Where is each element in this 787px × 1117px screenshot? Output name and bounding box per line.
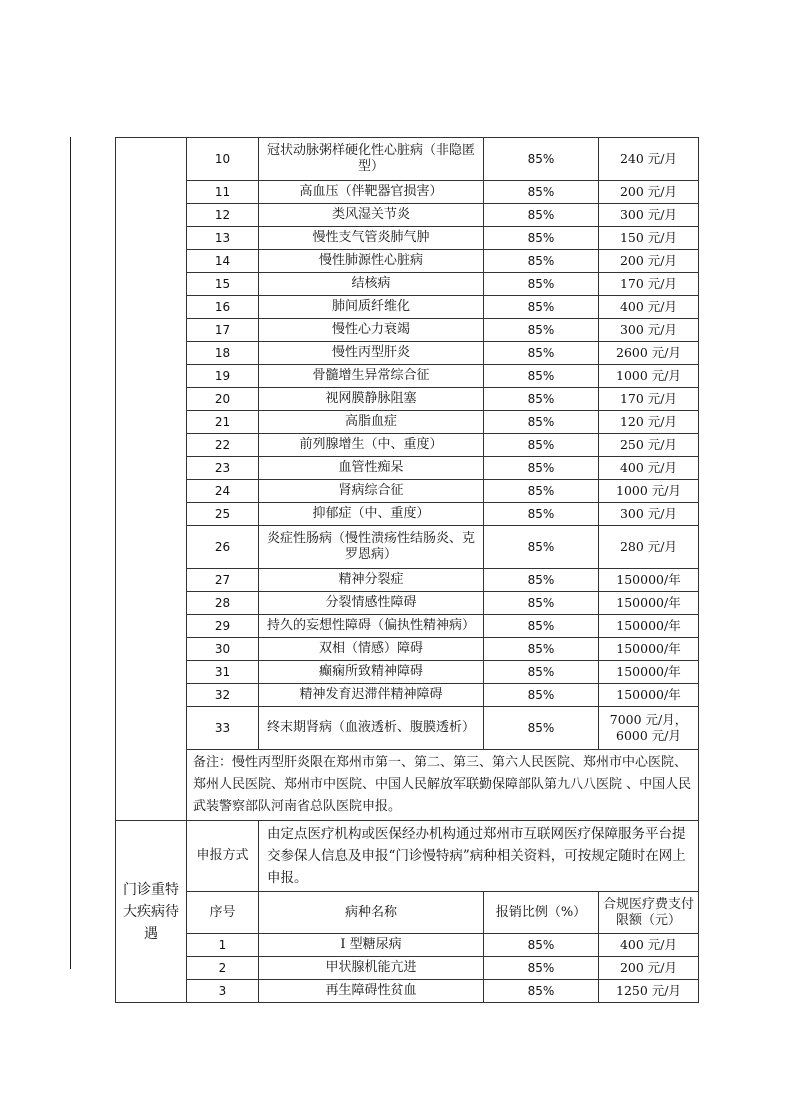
- disease-name: 分裂情感性障碍: [259, 592, 484, 615]
- disease-name: 慢性支气管炎肺气肿: [259, 227, 484, 250]
- payment-limit: 400 元/月: [599, 457, 699, 480]
- reimbursement-ratio: 85%: [484, 319, 599, 342]
- table-row: [116, 138, 699, 181]
- reimbursement-ratio: 85%: [484, 227, 599, 250]
- reimbursement-ratio: 85%: [484, 434, 599, 457]
- category-label: 门诊重特大疾病待遇: [116, 821, 187, 1003]
- row-number: 13: [187, 227, 259, 250]
- payment-limit: 120 元/月: [599, 411, 699, 434]
- disease-name: 慢性肺源性心脏病: [259, 250, 484, 273]
- row-number: 19: [187, 365, 259, 388]
- reimbursement-ratio: 85%: [484, 638, 599, 661]
- table-row: [116, 273, 699, 296]
- benefit-table: [115, 137, 699, 1003]
- payment-limit: 240 元/月: [599, 138, 699, 181]
- payment-limit: 150000/年: [599, 592, 699, 615]
- disease-name: 终末期肾病（血液透析、腹膜透析）: [259, 707, 484, 750]
- table-row: [116, 365, 699, 388]
- header-ratio: 报销比例（%）: [484, 892, 599, 934]
- payment-limit: 200 元/月: [599, 957, 699, 980]
- payment-limit: 250 元/月: [599, 434, 699, 457]
- reimbursement-ratio: 85%: [484, 957, 599, 980]
- disease-name: 血管性痴呆: [259, 457, 484, 480]
- table-row: [116, 638, 699, 661]
- row-number: 29: [187, 615, 259, 638]
- disease-name: 骨髓增生异常综合征: [259, 365, 484, 388]
- reimbursement-ratio: 85%: [484, 273, 599, 296]
- disease-name: 癫痫所致精神障碍: [259, 661, 484, 684]
- row-number: 11: [187, 181, 259, 204]
- method-label: 申报方式: [187, 821, 259, 892]
- header-no: 序号: [187, 892, 259, 934]
- table-row: [116, 934, 699, 957]
- payment-limit: 150000/年: [599, 569, 699, 592]
- note-text: 备注：慢性丙型肝炎限在郑州市第一、第二、第三、第六人民医院、郑州市中心医院、郑州人民医院、郑州市中医院、中国人民解放军联勤保障部队第九八八医院 、中国人民武装警察部队河南省总队医院申报。: [187, 750, 699, 821]
- row-number: 10: [187, 138, 259, 181]
- row-number: 2: [187, 957, 259, 980]
- disease-name: 持久的妄想性障碍（偏执性精神病）: [259, 615, 484, 638]
- reimbursement-ratio: 85%: [484, 707, 599, 750]
- table-row: [116, 957, 699, 980]
- reimbursement-ratio: 85%: [484, 342, 599, 365]
- row-number: 21: [187, 411, 259, 434]
- row-number: 31: [187, 661, 259, 684]
- payment-limit: 280 元/月: [599, 526, 699, 569]
- table-row: [116, 434, 699, 457]
- row-number: 23: [187, 457, 259, 480]
- payment-limit: 200 元/月: [599, 181, 699, 204]
- reimbursement-ratio: 85%: [484, 592, 599, 615]
- payment-limit: 150000/年: [599, 638, 699, 661]
- reimbursement-ratio: 85%: [484, 388, 599, 411]
- table-row: [116, 480, 699, 503]
- reimbursement-ratio: 85%: [484, 934, 599, 957]
- payment-limit: 1000 元/月: [599, 480, 699, 503]
- payment-limit: 200 元/月: [599, 250, 699, 273]
- row-number: 28: [187, 592, 259, 615]
- reimbursement-ratio: 85%: [484, 457, 599, 480]
- disease-name: 类风湿关节炎: [259, 204, 484, 227]
- reimbursement-ratio: 85%: [484, 204, 599, 227]
- reimbursement-ratio: 85%: [484, 569, 599, 592]
- table-row: [116, 980, 699, 1003]
- reimbursement-ratio: 85%: [484, 138, 599, 181]
- row-number: 26: [187, 526, 259, 569]
- reimbursement-ratio: 85%: [484, 296, 599, 319]
- table-row: [116, 250, 699, 273]
- disease-name: 精神发育迟滞伴精神障碍: [259, 684, 484, 707]
- reimbursement-ratio: 85%: [484, 181, 599, 204]
- payment-limit: 150000/年: [599, 684, 699, 707]
- payment-limit: 300 元/月: [599, 319, 699, 342]
- disease-name: 甲状腺机能亢进: [259, 957, 484, 980]
- row-number: 32: [187, 684, 259, 707]
- disease-name: I 型糖尿病: [259, 934, 484, 957]
- disease-name: 肺间质纤维化: [259, 296, 484, 319]
- reimbursement-ratio: 85%: [484, 503, 599, 526]
- disease-name: 抑郁症（中、重度）: [259, 503, 484, 526]
- table-row: [116, 204, 699, 227]
- disease-name: 双相（情感）障碍: [259, 638, 484, 661]
- table-row: [116, 615, 699, 638]
- table-row: [116, 684, 699, 707]
- reimbursement-ratio: 85%: [484, 526, 599, 569]
- disease-name: 冠状动脉粥样硬化性心脏病（非隐匿型）: [259, 138, 484, 181]
- row-number: 30: [187, 638, 259, 661]
- reimbursement-ratio: 85%: [484, 365, 599, 388]
- reimbursement-ratio: 85%: [484, 684, 599, 707]
- table-row: [116, 661, 699, 684]
- header-limit: 合规医疗费支付限额（元）: [599, 892, 699, 934]
- payment-limit: 7000 元/月，6000 元/月: [599, 707, 699, 750]
- table-row: [116, 569, 699, 592]
- disease-name: 前列腺增生（中、重度）: [259, 434, 484, 457]
- row-number: 22: [187, 434, 259, 457]
- table-row: [116, 707, 699, 750]
- row-number: 27: [187, 569, 259, 592]
- disease-name: 精神分裂症: [259, 569, 484, 592]
- disease-name: 慢性心力衰竭: [259, 319, 484, 342]
- reimbursement-ratio: 85%: [484, 250, 599, 273]
- table-row: [116, 319, 699, 342]
- table-row: [116, 457, 699, 480]
- left-margin-rule: [70, 137, 71, 969]
- header-name: 病种名称: [259, 892, 484, 934]
- payment-limit: 2600 元/月: [599, 342, 699, 365]
- row-number: 1: [187, 934, 259, 957]
- reimbursement-ratio: 85%: [484, 980, 599, 1003]
- row-number: 12: [187, 204, 259, 227]
- row-number: 33: [187, 707, 259, 750]
- row-number: 17: [187, 319, 259, 342]
- table-row: [116, 411, 699, 434]
- disease-name: 炎症性肠病（慢性溃疡性结肠炎、克罗恩病）: [259, 526, 484, 569]
- disease-name: 肾病综合征: [259, 480, 484, 503]
- reimbursement-ratio: 85%: [484, 661, 599, 684]
- payment-limit: 300 元/月: [599, 503, 699, 526]
- table-row: [116, 227, 699, 250]
- table-row: [116, 181, 699, 204]
- table-row: [116, 503, 699, 526]
- note-row: [116, 750, 699, 821]
- reimbursement-ratio: 85%: [484, 411, 599, 434]
- payment-limit: 150 元/月: [599, 227, 699, 250]
- table-row: [116, 342, 699, 365]
- payment-limit: 170 元/月: [599, 273, 699, 296]
- row-number: 25: [187, 503, 259, 526]
- payment-limit: 1250 元/月: [599, 980, 699, 1003]
- row-number: 16: [187, 296, 259, 319]
- payment-limit: 1000 元/月: [599, 365, 699, 388]
- disease-name: 慢性丙型肝炎: [259, 342, 484, 365]
- payment-limit: 300 元/月: [599, 204, 699, 227]
- payment-limit: 400 元/月: [599, 934, 699, 957]
- row-number: 14: [187, 250, 259, 273]
- category-cell-blank: [116, 138, 187, 821]
- disease-name: 再生障碍性贫血: [259, 980, 484, 1003]
- reimbursement-ratio: 85%: [484, 480, 599, 503]
- method-text: 由定点医疗机构或医保经办机构通过郑州市互联网医疗保障服务平台提交参保人信息及申报“门诊慢特病”病种相关资料，可按规定随时在网上申报。: [259, 821, 699, 892]
- table-row: [116, 526, 699, 569]
- payment-limit: 170 元/月: [599, 388, 699, 411]
- disease-name: 视网膜静脉阻塞: [259, 388, 484, 411]
- disease-name: 高血压（伴靶器官损害）: [259, 181, 484, 204]
- payment-limit: 400 元/月: [599, 296, 699, 319]
- disease-name: 高脂血症: [259, 411, 484, 434]
- table-row: [116, 592, 699, 615]
- row-number: 15: [187, 273, 259, 296]
- header-row: [116, 892, 699, 934]
- method-row: [116, 821, 699, 892]
- row-number: 20: [187, 388, 259, 411]
- row-number: 3: [187, 980, 259, 1003]
- row-number: 18: [187, 342, 259, 365]
- table-row: [116, 296, 699, 319]
- payment-limit: 150000/年: [599, 661, 699, 684]
- table-row: [116, 388, 699, 411]
- reimbursement-ratio: 85%: [484, 615, 599, 638]
- row-number: 24: [187, 480, 259, 503]
- disease-name: 结核病: [259, 273, 484, 296]
- payment-limit: 150000/年: [599, 615, 699, 638]
